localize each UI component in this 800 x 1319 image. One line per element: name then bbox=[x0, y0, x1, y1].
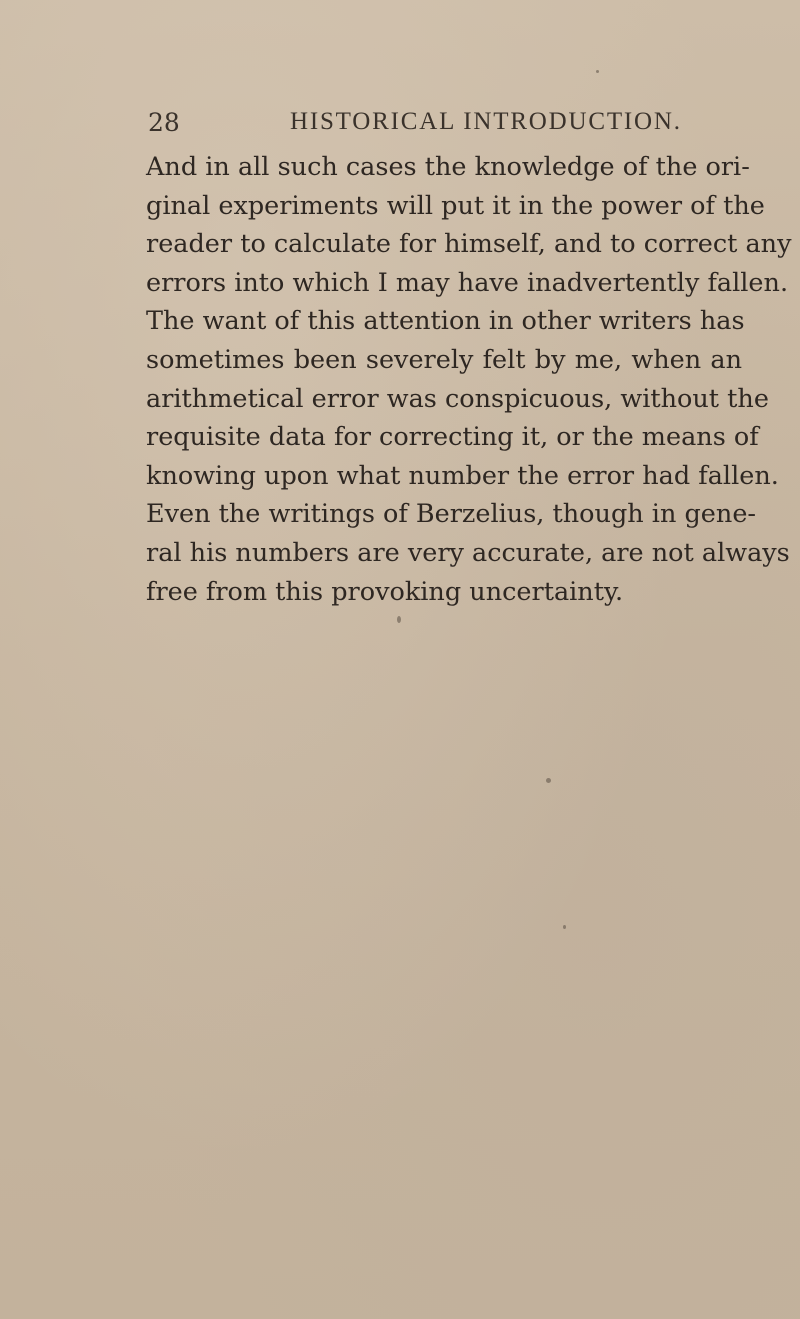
text-line: reader to calculate for himself, and to correct any bbox=[146, 229, 792, 260]
paper-speck bbox=[546, 778, 551, 783]
page-number: 28 bbox=[148, 108, 180, 137]
paper-speck bbox=[563, 925, 566, 929]
text-line: knowing upon what number the error had fallen. bbox=[146, 460, 779, 491]
text-line: free from this provoking uncertainty. bbox=[146, 576, 624, 607]
text-line: requisite data for correcting it, or the means of bbox=[146, 422, 759, 453]
text-line: And in all such cases the knowledge of the ori- bbox=[146, 152, 750, 182]
body-paragraph bbox=[146, 148, 792, 611]
text-line: sometimes been severely felt by me, when an bbox=[146, 344, 742, 375]
text-line: arithmetical error was conspicuous, without the bbox=[146, 383, 769, 414]
text-line: errors into which I may have inadvertently fallen. bbox=[146, 267, 789, 298]
text-line: ginal experiments will put it in the power of the bbox=[146, 190, 765, 221]
running-head bbox=[148, 108, 738, 140]
paper-speck bbox=[397, 616, 401, 623]
text-line: The want of this attention in other writers has bbox=[146, 306, 745, 337]
running-title: HISTORICAL INTRODUCTION. bbox=[290, 108, 682, 135]
text-line: Even the writings of Berzelius, though in gene- bbox=[146, 499, 757, 530]
text-line: ral his numbers are very accurate, are not always bbox=[146, 537, 790, 568]
paper-speck bbox=[596, 70, 599, 73]
